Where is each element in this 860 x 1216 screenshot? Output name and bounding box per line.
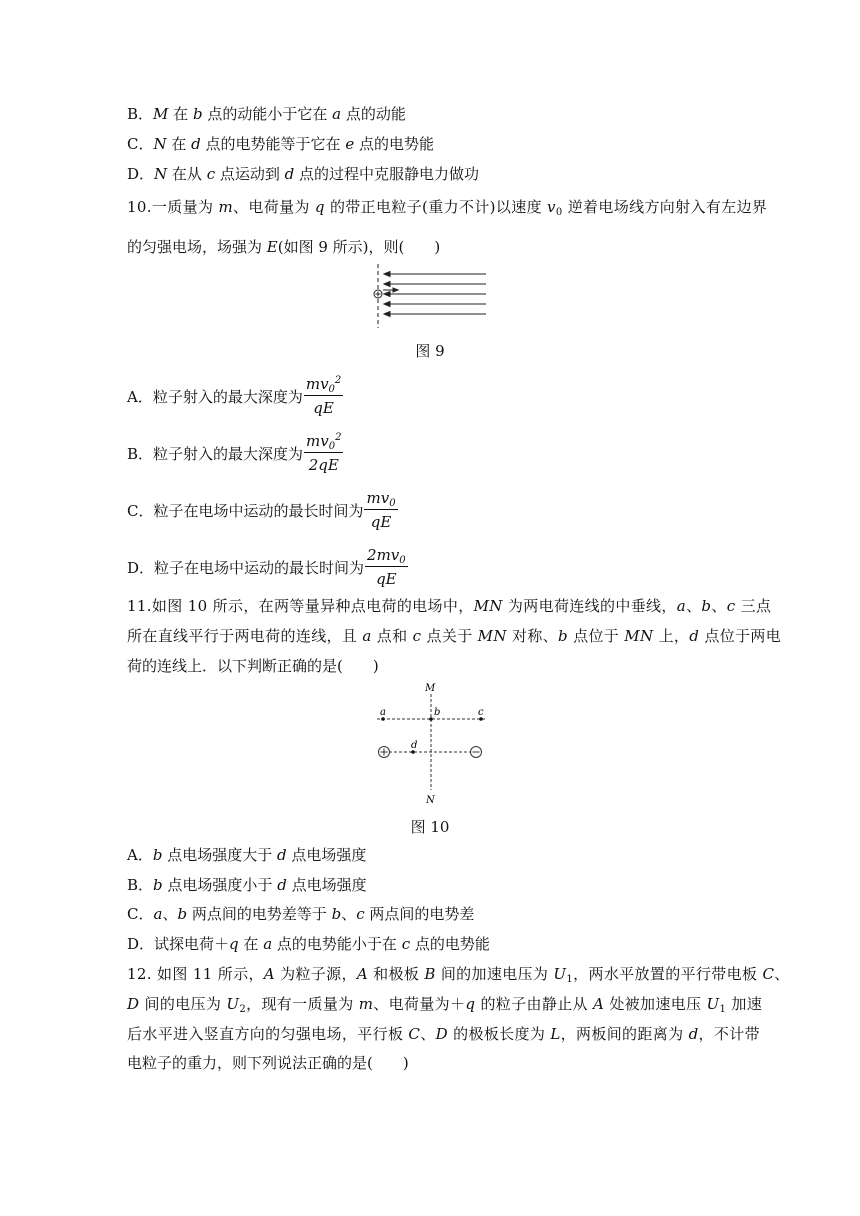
q11-stem-line2: 所在直线平行于两电荷的连线，且 a 点和 c 点关于 MN 对称、b 点位于 MN 上，d 点位于两电 [127,627,782,645]
q10-option-b: B．粒子射入的最大深度为 $\frac{mv_0^2}{2qE}$ [127,432,342,474]
q9-option-d: D．N 在从 c 点运动到 d 点的过程中克服静电力做功 [127,165,480,183]
q11-stem-line1: 11.如图 10 所示，在两等量异种点电荷的电场中，MN 为两电荷连线的中垂线，a、b、c 三点 [127,597,772,615]
q11-option-b: B．b 点电场强度小于 d 点电场强度 [127,876,367,894]
label-m: M [425,683,436,694]
q10-option-b-fraction: $\frac{mv_0^2}{2qE}$ [306,432,342,474]
electric-field-lines [384,272,486,317]
q11-option-a: A．b 点电场强度大于 d 点电场强度 [127,846,367,864]
q11-option-d: D．试探电荷＋q 在 a 点的电势能小于在 c 点的电势能 [127,935,490,953]
positive-particle-icon [374,290,382,298]
label-d: d [411,740,418,751]
q10-option-d-fraction: $\frac{2mv_0}{qE}$ [367,546,406,588]
q12-stem-line1: 12. 如图 11 所示，A 为粒子源，A 和极板 B 间的加速电压为 $U_1$，两水平放置的平行带电板 C、 [127,965,790,985]
q9-option-c: C．N 在 d 点的电势能等于它在 e 点的电势能 [127,135,434,153]
q9-option-b: B．M 在 b 点的动能小于它在 a 点的动能 [127,105,406,123]
q11-stem-line3: 荷的连线上．以下判断正确的是( ) [127,657,379,675]
figure-10-caption: 图 10 [410,818,450,836]
label-c: c [478,707,484,718]
label-n: N [426,795,435,806]
figure-9-caption: 图 9 [415,342,445,360]
q12-stem-line3: 后水平进入竖直方向的匀强电场，平行板 C、D 的极板长度为 L，两板间的距离为 d，不计带 [127,1025,760,1043]
q10-option-c: C．粒子在电场中运动的最长时间为 $\frac{mv_0}{qE}$ [127,489,396,531]
negative-charge-icon [471,747,482,758]
q10-option-a-fraction: $\frac{mv_0^2}{qE}$ [305,375,342,417]
figure-9-diagram [360,260,500,332]
q10-stem-line2: 的匀强电场，场强为 E(如图 9 所示)，则( ) [127,238,441,256]
q10-stem-line1: 10.一质量为 m、电荷量为 q 的带正电粒子(重力不计)以速度 $v_0$ 逆着电场线方向射入有左边界 [127,198,768,218]
q10-option-c-fraction: $\frac{mv_0}{qE}$ [366,489,396,531]
label-a: a [380,707,386,718]
q12-stem-line2: D 间的电压为 $U_2$，现有一质量为 m、电荷量为＋q 的粒子由静止从 A 处被加速电压 $U_1$ 加速 [127,995,763,1015]
figure-10-diagram [370,680,495,810]
q10-option-a: A．粒子射入的最大深度为 $\frac{mv_0^2}{qE}$ [127,375,342,417]
q10-option-d: D．粒子在电场中运动的最长时间为 $\frac{2mv_0}{qE}$ [127,546,406,588]
label-b: b [434,707,441,718]
positive-charge-icon [379,747,390,758]
q12-stem-line4: 电粒子的重力，则下列说法正确的是( ) [127,1054,409,1072]
point-b-dot [429,717,433,721]
q11-option-c: C．a、b 两点间的电势差等于 b、c 两点间的电势差 [127,905,475,923]
